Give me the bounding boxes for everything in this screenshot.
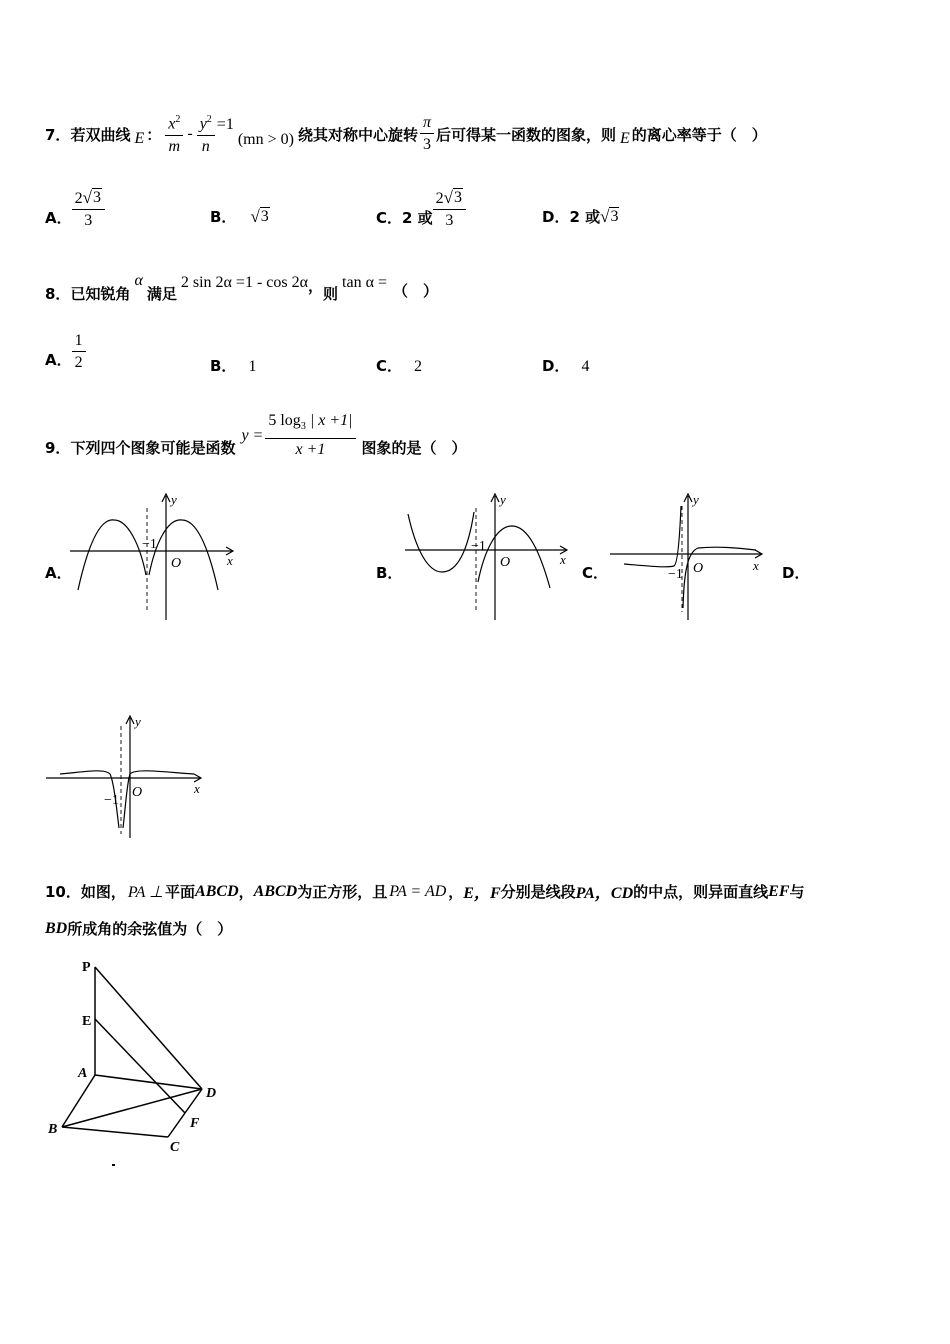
q7-tail: 的离心率等于（ ） bbox=[631, 125, 767, 144]
q9-graph-b-y-label: y bbox=[500, 492, 506, 507]
q8-option-c[interactable] bbox=[376, 354, 422, 376]
q8-option-c-value: 2 bbox=[414, 358, 423, 375]
q7-b-rad: 3 bbox=[260, 208, 269, 225]
q7-option-d-sqrt: √ 3 bbox=[600, 207, 619, 226]
q9-graph-c-left-branch bbox=[624, 506, 681, 567]
q9-frac-num: 5 log bbox=[268, 412, 301, 430]
q9-graph-c-x-label: x bbox=[753, 558, 759, 573]
q7-c-num: 2 bbox=[435, 190, 444, 207]
q10-scan-mark bbox=[112, 1164, 115, 1166]
q8-equation: 2 sin 2α =1 - cos 2α bbox=[180, 274, 308, 291]
q9-stem bbox=[45, 410, 467, 462]
q9-fraction bbox=[265, 411, 355, 460]
q10-stem-line1 bbox=[45, 880, 805, 903]
q7-option-a-fraction: 2 √ 3 3 bbox=[72, 188, 105, 232]
q8-option-c-label: C． bbox=[376, 356, 403, 375]
q7-condition: (mn > 0) bbox=[237, 131, 294, 148]
q10-bd: BD bbox=[45, 919, 68, 937]
q8-option-d-label: D． bbox=[542, 356, 570, 375]
q9-option-b-label[interactable]: B． bbox=[376, 564, 403, 582]
q9-lead: 下列四个图象可能是函数 bbox=[70, 438, 236, 457]
q9-option-c-label[interactable]: C． bbox=[582, 564, 609, 582]
q8-stem bbox=[45, 268, 438, 308]
q7-c-den: 3 bbox=[445, 212, 454, 229]
q8-satisfy: 满足 bbox=[146, 284, 177, 303]
q9-graph-a-x-label: x bbox=[227, 553, 233, 568]
q7-minus: - bbox=[187, 125, 193, 142]
q10-with: 与 bbox=[789, 883, 805, 901]
q8-number: 8． bbox=[45, 284, 71, 303]
q7-var-e: E bbox=[134, 130, 145, 147]
q8-alpha: α bbox=[134, 272, 143, 289]
q9-tail: 图象的是（ ） bbox=[361, 438, 467, 457]
q10-label-d: D bbox=[206, 1086, 217, 1101]
q8-then: 则 bbox=[323, 284, 339, 303]
q7-m: m bbox=[168, 137, 181, 155]
q10-label-a: A bbox=[78, 1066, 88, 1081]
q10-stem-line2 bbox=[45, 918, 232, 939]
q7-pi-over-3 bbox=[420, 113, 434, 156]
q7-fraction-y bbox=[197, 110, 215, 157]
q8-option-a-fraction bbox=[72, 331, 86, 374]
q8-option-d-value: 4 bbox=[581, 358, 590, 375]
q9-option-d-label[interactable]: D． bbox=[782, 564, 810, 582]
q10-label-e: E bbox=[82, 1014, 92, 1029]
q7-c-rad: 3 bbox=[454, 189, 463, 206]
q7-pi: π bbox=[420, 113, 434, 134]
q10-ef2: EF bbox=[768, 882, 790, 900]
q8-option-a-label: A． bbox=[45, 350, 72, 369]
q7-number: 7． bbox=[45, 125, 71, 144]
q9-graph-a-left-branch bbox=[78, 520, 146, 590]
q10-square: 为正方形，且 bbox=[297, 883, 388, 901]
q9-graph-a-neg-one: −1 bbox=[142, 537, 157, 552]
q8-paren: （ ） bbox=[392, 281, 438, 300]
q8-lead: 已知锐角 bbox=[70, 284, 131, 303]
q9-graph-a-origin: O bbox=[171, 556, 182, 571]
q7-x: x bbox=[168, 115, 176, 133]
q8-a-num: 1 bbox=[72, 331, 86, 352]
q7-x-sup: 2 bbox=[175, 114, 181, 126]
q7-option-b-sqrt: √ 3 bbox=[250, 207, 269, 226]
q9-graph-b-neg-one: −1 bbox=[471, 539, 486, 554]
q10-label-p: P bbox=[82, 960, 91, 975]
q9-graph-c-y-label: y bbox=[693, 492, 699, 507]
q7-a-rad: 3 bbox=[92, 189, 101, 206]
q7-three: 3 bbox=[422, 135, 431, 153]
q9-graph-b-origin: O bbox=[500, 555, 511, 570]
q7-lead: 若双曲线 bbox=[70, 125, 131, 144]
q9-number: 9． bbox=[45, 438, 71, 457]
q10-label-c: C bbox=[170, 1140, 180, 1155]
q7-option-b[interactable] bbox=[210, 206, 270, 227]
q9-graph-b[interactable] bbox=[400, 490, 575, 625]
q9-graph-b-right-branch bbox=[478, 526, 550, 588]
q9-graph-c-right-branch bbox=[683, 547, 756, 608]
q9-frac-abs: | x +1| bbox=[305, 412, 353, 430]
q9-option-a-label[interactable]: A． bbox=[45, 564, 72, 582]
q10-midpoints: 分别是线段 bbox=[500, 883, 576, 901]
q9-graph-c-origin: O bbox=[693, 561, 704, 576]
q7-option-d-label: D．2 或 bbox=[542, 208, 601, 226]
q8-option-a[interactable] bbox=[45, 328, 86, 376]
q10-edge-bc bbox=[62, 1127, 168, 1137]
q8-option-b[interactable] bbox=[210, 354, 256, 376]
q9-graph-c-neg-one: −1 bbox=[668, 567, 683, 582]
q10-label-f: F bbox=[190, 1116, 200, 1131]
q7-option-a[interactable] bbox=[45, 186, 105, 234]
q7-option-d[interactable] bbox=[542, 206, 619, 227]
q9-graph-a-right-branch bbox=[149, 520, 218, 590]
q9-graph-a-y-label: y bbox=[171, 492, 177, 507]
q9-graph-d-neg-one: −1 bbox=[104, 793, 119, 808]
q10-abcd2: ABCD bbox=[253, 882, 298, 900]
q7-option-a-label: A． bbox=[45, 208, 72, 227]
q10-comma2: ， bbox=[448, 883, 464, 901]
q10-pa-perp: PA ⊥ bbox=[127, 883, 164, 901]
q7-equals-one: =1 bbox=[216, 116, 234, 133]
q9-graph-b-x-label: x bbox=[560, 552, 566, 567]
q8-tan-expr: tan α = bbox=[342, 274, 387, 291]
q9-graph-c[interactable] bbox=[608, 490, 768, 625]
q7-a-num: 2 bbox=[74, 190, 83, 207]
q7-option-c[interactable] bbox=[376, 186, 466, 234]
q9-graph-b-left-branch bbox=[408, 512, 474, 572]
q10-edge-pd bbox=[95, 967, 202, 1089]
q9-y-eq: y = bbox=[241, 427, 264, 444]
q9-graph-a[interactable] bbox=[70, 490, 240, 625]
q9-frac-den: x +1 bbox=[295, 440, 326, 458]
q10-lead: 如图， bbox=[80, 883, 126, 901]
q10-plane: 平面 bbox=[165, 883, 196, 901]
q10-tail1: 的中点，则异面直线 bbox=[633, 883, 769, 901]
q7-rotate-text: 绕其对称中心旋转 bbox=[297, 125, 418, 144]
q10-number: 10． bbox=[45, 883, 81, 901]
q8-option-b-value: 1 bbox=[248, 358, 257, 375]
q10-tail2: 所成角的余弦值为（ ） bbox=[67, 920, 233, 938]
q10-pa-ad: PA = AD bbox=[389, 882, 447, 900]
q9-graph-d-y-label: y bbox=[135, 714, 141, 729]
q10-edge-ef bbox=[95, 1019, 185, 1113]
q8-option-d[interactable] bbox=[542, 354, 589, 376]
q7-option-c-label: C．2 或 bbox=[376, 208, 433, 227]
q7-d-rad: 3 bbox=[610, 208, 619, 225]
q7-n: n bbox=[201, 137, 210, 155]
q7-stem bbox=[45, 104, 767, 164]
q7-colon: ： bbox=[146, 125, 162, 144]
q10-pa-cd: PA，CD bbox=[575, 885, 634, 902]
q10-abcd1: ABCD bbox=[195, 882, 239, 900]
q8-comma: ， bbox=[308, 276, 324, 295]
q10-edge-ad bbox=[95, 1075, 202, 1089]
q7-var-e2: E bbox=[620, 130, 630, 147]
q7-a-den: 3 bbox=[84, 212, 93, 229]
q8-option-b-label: B． bbox=[210, 356, 237, 375]
q8-a-den: 2 bbox=[74, 353, 83, 371]
q10-figure bbox=[40, 955, 240, 1175]
q9-graph-d-origin: O bbox=[132, 785, 143, 800]
q7-y: y bbox=[199, 115, 207, 133]
q10-ef: E，F bbox=[463, 885, 501, 902]
q10-comma1: ， bbox=[238, 883, 254, 901]
q9-frac-sub: 3 bbox=[300, 421, 306, 433]
q7-y-sup: 2 bbox=[206, 114, 212, 126]
q7-fraction-x bbox=[165, 110, 183, 157]
q7-option-b-label: B． bbox=[210, 208, 237, 226]
q9-graph-d-x-label: x bbox=[194, 781, 200, 796]
q10-label-b: B bbox=[48, 1122, 58, 1137]
q7-option-c-fraction: 2 √ 3 3 bbox=[433, 188, 466, 232]
q7-after-text: 后可得某一函数的图象，则 bbox=[435, 125, 616, 144]
q9-graph-d[interactable] bbox=[44, 712, 214, 842]
